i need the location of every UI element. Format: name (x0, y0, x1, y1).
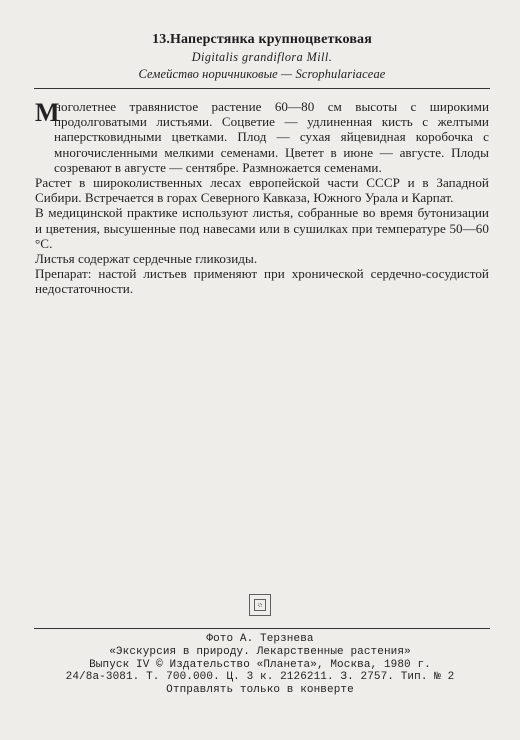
bottom-divider (34, 628, 490, 629)
intro-paragraph-wrap (35, 99, 489, 175)
plant-description (35, 99, 489, 297)
description-paragraph-4: Листья содержат сердечные гликозиды. (35, 251, 258, 267)
publication-info (54, 633, 466, 697)
print-details: 24/8а-3081. Т. 700.000. Ц. 3 к. 2126211. З. 2757. Тип. № 2 (65, 671, 455, 684)
plant-header (34, 31, 490, 82)
publisher-emblem-icon (249, 594, 271, 616)
latin-name: Digitalis grandiflora Mill. (191, 50, 333, 64)
description-paragraph-1: ноголетнее травянистое растение 60—80 см высоты с широкими продолговатыми листьями. Соцветие — удлиненная кисть с желтыми наперстковидными цветками. Плод — сухая яйцевидная коробочка с многочисленными мелкими семенами. Цветет в июне — августе. Плоды созревают в августе — сентябре. Размножается семенами. (54, 99, 489, 175)
photo-credit: Фото А. Терзнева (206, 633, 314, 645)
description-paragraph-3: В медицинской практике используют листья, собранные во время бутонизации и цветения, высушенные под навесами или в сушилках при температуре 50—60 °С. (35, 205, 489, 251)
drop-cap: М (35, 98, 60, 127)
series-title: «Экскурсия в природу. Лекарственные растения» (109, 645, 411, 658)
description-paragraph-2: Растет в широколиственных лесах европейской части СССР и в Западной Сибири. Встречается в горах Северного Кавказа, Южного Урала и Карпат. (35, 175, 489, 206)
family-name: Семейство норичниковые — Scrophulariaceae (138, 67, 386, 81)
publisher-line: Выпуск IV © Издательство «Планета», Москва, 1980 г. (89, 658, 431, 671)
mailing-note: Отправлять только в конверте (166, 684, 354, 697)
top-divider (34, 88, 490, 89)
plant-title: 13.Наперстянка крупноцветковая (152, 32, 372, 47)
description-paragraph-5: Препарат: настой листьев применяют при хронической сердечно-сосудистой недостаточности. (35, 266, 489, 297)
